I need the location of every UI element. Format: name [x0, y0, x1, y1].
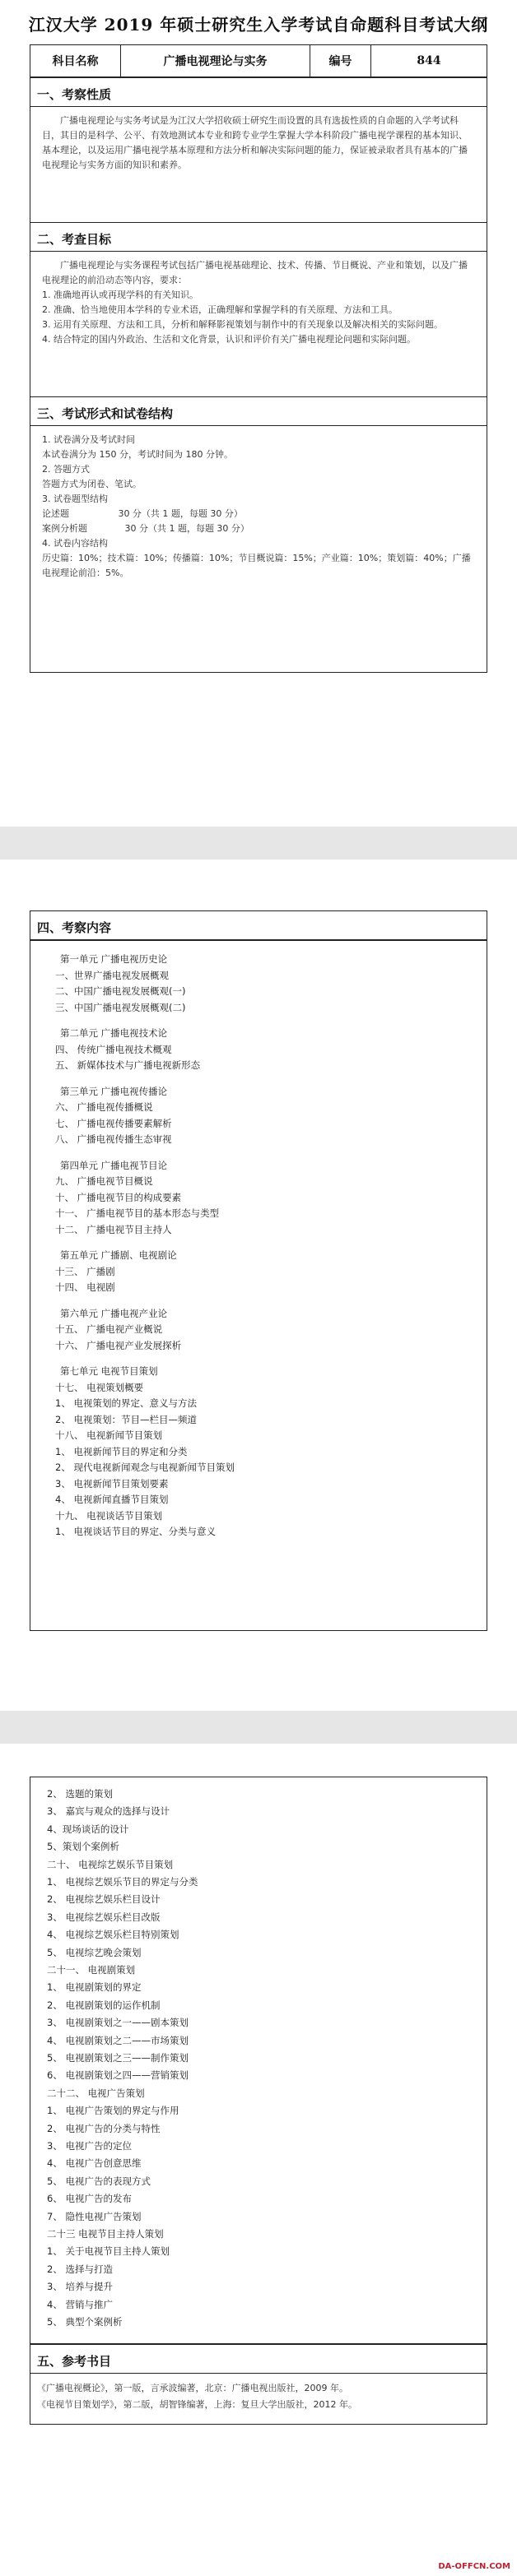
- content-item: 6、 电视剧策划之四——营销策划: [47, 2069, 189, 2082]
- content-item: 3、 电视广告的定位: [47, 2140, 132, 2152]
- content-item: 4、 电视广告创意思维: [47, 2157, 142, 2170]
- format-line: 3. 试卷题型结构: [42, 493, 108, 504]
- page-3: [0, 1744, 517, 2576]
- section-heading-content: 四、考察内容: [30, 910, 487, 940]
- goal-item: 3. 运用有关原理、方法和工具，分析和解释影视策划与制作中的有关现象以及解决相关的实际问题。: [42, 319, 443, 330]
- content-item: 二十一、 电视剧策划: [47, 1964, 136, 1976]
- section-body-goals: [30, 252, 487, 396]
- content-item: 四、 传统广播电视技术概观: [55, 1043, 172, 1055]
- format-line: 答题方式为闭卷、笔试。: [42, 479, 142, 489]
- format-line: 4. 试卷内容结构: [42, 538, 108, 549]
- content-item: 4、 电视剧策划之二——市场策划: [47, 2034, 189, 2046]
- content-item: 5、策划个案例析: [47, 1841, 119, 1853]
- content-item: 1、 电视广告策划的界定与作用: [47, 2105, 179, 2117]
- format-line: 案例分析题 30 分（共 1 题，每题 30 分）: [42, 523, 249, 534]
- content-item: 2、 电视综艺娱乐栏目设计: [47, 1893, 161, 1906]
- content-item: 一、世界广播电视发展概观: [55, 969, 169, 981]
- content-item: 十三、 广播剧: [55, 1265, 115, 1277]
- content-item: 2、 电视策划：节目—栏目—频道: [55, 1413, 197, 1425]
- code-label: 编号: [310, 45, 371, 76]
- goal-item: 1. 准确地再认或再现学科的有关知识。: [42, 290, 198, 300]
- goals-list: [42, 288, 475, 347]
- content-item: 十八、 电视新闻节目策划: [55, 1429, 163, 1441]
- goal-item: 2. 准确、恰当地使用本学科的专业术语，正确理解和掌握学科的有关原理、方法和工具。: [42, 304, 398, 315]
- section-body-nature: [30, 107, 487, 222]
- content-item: 七、 广播电视传播要素解析: [55, 1117, 172, 1129]
- content-item: 二、中国广播电视发展概观(一): [55, 985, 186, 997]
- content-item: 二十三 电视节目主持人策划: [47, 2228, 164, 2240]
- unit-heading: 第二单元 广播电视技术论: [60, 1027, 168, 1039]
- section-heading-nature: 一、考察性质: [30, 77, 487, 107]
- content-list-page-3: [30, 1777, 487, 2344]
- content-item: 3、 嘉宾与观众的选择与设计: [47, 1805, 170, 1818]
- reference-item: 《广播电视概论》，第一版，言承波编著，北京：广播电视出版社，2009 年。: [37, 2383, 348, 2393]
- content-item: 三、中国广播电视发展概观(二): [55, 1001, 186, 1013]
- content-item: 五、 新媒体技术与广播电视新形态: [55, 1059, 201, 1071]
- content-item: 3、 电视新闻节目策划要素: [55, 1477, 169, 1490]
- format-line: 历史篇：10%；技术篇：10%；传播篇：10%；节目概说篇：15%；产业篇：10%；策划篇：40%；广播电视理论前沿：5%。: [42, 553, 471, 578]
- unit-heading: 第一单元 广播电视历史论: [60, 953, 168, 965]
- content-item: 八、 广播电视传播生态审视: [55, 1133, 172, 1145]
- content-item: 二十、 电视综艺娱乐节目策划: [47, 1858, 174, 1870]
- page-separator: [0, 827, 517, 859]
- content-item: 5、 典型个案例析: [47, 2316, 123, 2328]
- content-item: 1、 电视谈话节目的界定、分类与意义: [55, 1526, 216, 1537]
- goal-item: 4. 结合特定的国内外政治、生活和文化背景，认识和评价有关广播电视理论问题和实际问题。: [42, 334, 416, 345]
- content-item: 3、 电视综艺娱乐栏目改版: [47, 1911, 161, 1923]
- content-item: 1、 电视剧策划的界定: [47, 1981, 142, 1994]
- content-item: 十四、 电视剧: [55, 1281, 115, 1293]
- format-line: 本试卷满分为 150 分，考试时间为 180 分钟。: [42, 449, 233, 460]
- content-item: 4、 营销与推广: [47, 2298, 113, 2310]
- unit-heading: 第三单元 广播电视传播论: [60, 1085, 168, 1097]
- references-list: [30, 2374, 487, 2425]
- page-2: [0, 859, 517, 1711]
- content-item: 3、 培养与提升: [47, 2281, 113, 2293]
- content-item: 1、 电视综艺娱乐节目的界定与分类: [47, 1876, 198, 1888]
- content-item: 5、 电视广告的表现方式: [47, 2175, 151, 2187]
- code-value: 844: [417, 54, 441, 67]
- content-item: 十五、 广播电视产业概说: [55, 1323, 163, 1335]
- content-item: 九、 广播电视节目概说: [55, 1175, 153, 1187]
- unit-heading: 第四单元 广播电视节目论: [60, 1159, 168, 1171]
- content-item: 十二、 广播电视节目主持人: [55, 1223, 172, 1235]
- section-heading-goals: 二、考查目标: [30, 222, 487, 252]
- unit-heading: 第五单元 广播剧、电视剧论: [60, 1249, 177, 1261]
- content-item: 2、 电视剧策划的运作机制: [47, 1999, 161, 2011]
- content-item: 5、 电视综艺晚会策划: [47, 1946, 142, 1958]
- content-list-page-2: [30, 940, 487, 1631]
- format-line: 2. 答题方式: [42, 464, 90, 475]
- subject-info-row: [30, 44, 487, 77]
- content-item: 2、 现代电视新闻观念与电视新闻节目策划: [55, 1462, 235, 1473]
- format-list: [42, 433, 475, 581]
- content-item: 2、 电视广告的分类与特性: [47, 2122, 161, 2134]
- content-item: 1、 关于电视节目主持人策划: [47, 2245, 170, 2258]
- subject-value: 广播电视理论与实务: [121, 45, 310, 76]
- unit-heading: 第六单元 广播电视产业论: [60, 1307, 168, 1319]
- content-item: 十六、 广播电视产业发展探析: [55, 1339, 182, 1351]
- content-item: 十一、 广播电视节目的基本形态与类型: [55, 1207, 220, 1219]
- format-line: 论述题 30 分（共 1 题，每题 30 分）: [42, 508, 243, 519]
- page-separator: [0, 1711, 517, 1744]
- content-item: 2、 选择与打造: [47, 2263, 113, 2275]
- content-item: 二十二、 电视广告策划: [47, 2087, 145, 2099]
- content-item: 7、 隐性电视广告策划: [47, 2210, 142, 2222]
- content-item: 十、 广播电视节目的构成要素: [55, 1191, 182, 1203]
- content-item: 3、 电视剧策划之一——剧本策划: [47, 2017, 189, 2029]
- section-heading-references: 五、参考书目: [30, 2344, 487, 2374]
- content-item: 2、 选题的策划: [47, 1788, 113, 1800]
- format-line: 1. 试卷满分及考试时间: [42, 434, 135, 445]
- subject-label: 科目名称: [30, 45, 121, 76]
- page-1: [0, 0, 517, 827]
- content-item: 4、 电视综艺娱乐栏目特别策划: [47, 1929, 179, 1941]
- content-item: 1、 电视策划的界定、意义与方法: [55, 1397, 197, 1409]
- section-body-format: [30, 426, 487, 673]
- content-item: 六、 广播电视传播概说: [55, 1101, 153, 1113]
- content-item: 6、 电视广告的发布: [47, 2193, 132, 2205]
- content-item: 5、 电视剧策划之三——制作策划: [47, 2052, 189, 2064]
- section-heading-format: 三、考试形式和试卷结构: [30, 396, 487, 426]
- content-item: 十七、 电视策划概要: [55, 1381, 144, 1393]
- content-item: 十九、 电视谈话节目策划: [55, 1509, 163, 1522]
- goals-intro: 广播电视理论与实务课程考试包括广播电视基础理论、技术、传播、节目概说、产业和策划，以及广播电视理论的前沿动态等内容，要求：: [42, 260, 468, 285]
- content-item: 4、 电视新闻直播节目策划: [55, 1494, 169, 1505]
- reference-item: 《电视节目策划学》，第二版，胡智锋编著，上海：复旦大学出版社，2012 年。: [37, 2399, 357, 2410]
- unit-heading: 第七单元 电视节目策划: [60, 1365, 158, 1377]
- watermark-text: DA-OFFCN.COM: [438, 2562, 510, 2571]
- nature-paragraph: 广播电视理论与实务考试是为江汉大学招收硕士研究生而设置的具有选拔性质的自命题的入学考试科目，其目的是科学、公平、有效地测试本专业和跨专业学生掌握大学本科阶段广播电视学课程的基本知识、基本理论，以及运用广播电视学基本原理和方法分析和解决实际问题的能力，保证被录取者具有基本的广播电视理论与实务方面的知识和素养。: [42, 115, 468, 170]
- content-item: 4、现场谈话的设计: [47, 1823, 129, 1835]
- document-title: 江汉大学 2019 年硕士研究生入学考试自命题科目考试大纲: [28, 15, 489, 35]
- content-item: 1、 电视新闻节目的界定和分类: [55, 1445, 188, 1457]
